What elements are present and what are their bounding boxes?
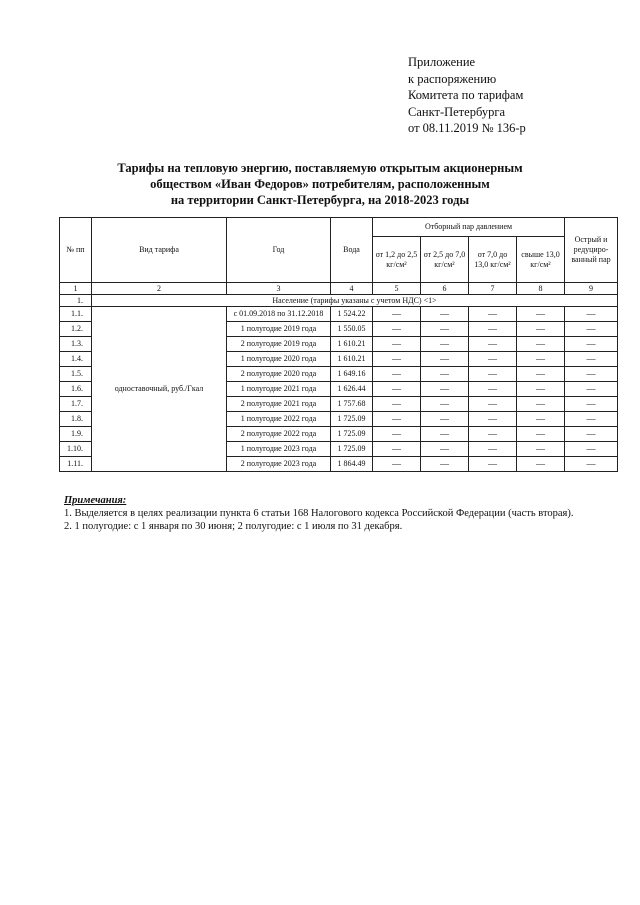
row-water-value: 1 864.49 [331, 457, 373, 472]
row-water-value: 1 757.68 [331, 397, 373, 412]
row-dash: — [421, 382, 469, 397]
row-dash: — [517, 367, 565, 382]
row-num: 1.7. [60, 397, 92, 412]
column-number: 2 [92, 283, 227, 295]
appendix-line: от 08.11.2019 № 136-р [408, 121, 526, 135]
title-line: Тарифы на тепловую энергию, поставляемую открытым акционерным [117, 161, 523, 175]
appendix-line: Санкт-Петербурга [408, 104, 506, 119]
row-num: 1.1. [60, 307, 92, 322]
header-steam-col: свыше 13,0 кг/см² [517, 237, 565, 283]
header-water: Вода [331, 218, 373, 283]
row-dash: — [421, 427, 469, 442]
row-num: 1.9. [60, 427, 92, 442]
row-dash: — [517, 427, 565, 442]
row-dash: — [469, 397, 517, 412]
header-steam-group: Отборный пар давлением [373, 218, 565, 237]
row-period: с 01.09.2018 по 31.12.2018 [227, 307, 331, 322]
row-dash: — [469, 457, 517, 472]
row-dash: — [565, 442, 618, 457]
notes-block [64, 494, 574, 533]
row-dash: — [565, 322, 618, 337]
row-dash: — [469, 337, 517, 352]
row-dash: — [517, 382, 565, 397]
column-number: 3 [227, 283, 331, 295]
row-dash: — [565, 307, 618, 322]
header-year: Год [227, 218, 331, 283]
row-dash: — [517, 307, 565, 322]
section-label: Население (тарифы указаны с учетом НДС) <1> [92, 295, 618, 307]
title-line: на территории Санкт-Петербурга, на 2018-2023 годы [170, 193, 470, 207]
row-dash: — [565, 352, 618, 367]
appendix-block [408, 54, 526, 137]
row-dash: — [469, 322, 517, 337]
header-steam-col: от 2,5 до 7,0 кг/см² [421, 237, 469, 283]
column-number: 9 [565, 283, 618, 295]
row-dash: — [517, 412, 565, 427]
note-item: 1. Выделяется в целях реализации пункта 6 статьи 168 Налогового кодекса Российской Федерации (часть вторая). [64, 508, 574, 519]
row-dash: — [421, 307, 469, 322]
tariff-type-cell: одноставочный, руб./Гкал [92, 307, 227, 472]
row-dash: — [421, 412, 469, 427]
row-dash: — [517, 442, 565, 457]
row-num: 1.8. [60, 412, 92, 427]
row-dash: — [469, 427, 517, 442]
row-dash: — [469, 352, 517, 367]
row-period: 2 полугодие 2021 года [227, 397, 331, 412]
row-water-value: 1 626.44 [331, 382, 373, 397]
row-dash: — [421, 457, 469, 472]
row-dash: — [517, 337, 565, 352]
row-dash: — [373, 442, 421, 457]
row-dash: — [421, 367, 469, 382]
section-num: 1. [60, 295, 92, 307]
note-item: 2. 1 полугодие: с 1 января по 30 июня; 2 полугодие: с 1 июля по 31 декабря. [64, 521, 403, 532]
row-dash: — [469, 307, 517, 322]
row-dash: — [565, 457, 618, 472]
row-water-value: 1 649.16 [331, 367, 373, 382]
header-tariff-type: Вид тарифа [92, 218, 227, 283]
row-dash: — [373, 397, 421, 412]
notes-title: Примечания: [64, 495, 127, 506]
row-dash: — [517, 322, 565, 337]
row-num: 1.5. [60, 367, 92, 382]
header-row-top [60, 218, 618, 237]
row-dash: — [469, 412, 517, 427]
row-dash: — [565, 382, 618, 397]
row-num: 1.6. [60, 382, 92, 397]
column-number: 1 [60, 283, 92, 295]
row-dash: — [421, 397, 469, 412]
header-sharp-steam: Острый и редуциро-ванный пар [565, 218, 618, 283]
document-title [60, 160, 580, 208]
row-period: 2 полугодие 2022 года [227, 427, 331, 442]
column-number: 5 [373, 283, 421, 295]
row-dash: — [373, 457, 421, 472]
row-dash: — [565, 412, 618, 427]
row-dash: — [421, 352, 469, 367]
row-dash: — [469, 382, 517, 397]
row-dash: — [373, 382, 421, 397]
row-water-value: 1 610.21 [331, 337, 373, 352]
row-dash: — [373, 322, 421, 337]
row-dash: — [565, 427, 618, 442]
row-period: 1 полугодие 2020 года [227, 352, 331, 367]
row-water-value: 1 725.09 [331, 442, 373, 457]
row-period: 2 полугодие 2023 года [227, 457, 331, 472]
row-num: 1.10. [60, 442, 92, 457]
row-num: 1.3. [60, 337, 92, 352]
column-number: 6 [421, 283, 469, 295]
data-rows [60, 307, 618, 472]
row-water-value: 1 550.05 [331, 322, 373, 337]
column-number-row [60, 283, 618, 295]
row-dash: — [565, 367, 618, 382]
row-dash: — [421, 442, 469, 457]
row-dash: — [469, 442, 517, 457]
row-period: 1 полугодие 2022 года [227, 412, 331, 427]
row-period: 1 полугодие 2021 года [227, 382, 331, 397]
table-row [60, 307, 618, 322]
row-period: 1 полугодие 2019 года [227, 322, 331, 337]
appendix-line: к распоряжению [408, 71, 497, 86]
row-dash: — [517, 457, 565, 472]
row-num: 1.2. [60, 322, 92, 337]
row-dash: — [373, 412, 421, 427]
header-num: № пп [60, 218, 92, 283]
row-period: 2 полугодие 2020 года [227, 367, 331, 382]
section-row [60, 295, 618, 307]
row-water-value: 1 725.09 [331, 427, 373, 442]
column-number: 4 [331, 283, 373, 295]
appendix-line: Приложение [408, 55, 476, 69]
row-period: 2 полугодие 2019 года [227, 337, 331, 352]
column-number: 7 [469, 283, 517, 295]
header-steam-col: от 1,2 до 2,5 кг/см² [373, 237, 421, 283]
row-dash: — [517, 397, 565, 412]
column-number: 8 [517, 283, 565, 295]
row-num: 1.11. [60, 457, 92, 472]
title-line: обществом «Иван Федоров» потребителям, расположенным [150, 177, 490, 191]
header-steam-col: от 7,0 до 13,0 кг/см² [469, 237, 517, 283]
row-dash: — [421, 322, 469, 337]
row-period: 1 полугодие 2023 года [227, 442, 331, 457]
row-water-value: 1 610.21 [331, 352, 373, 367]
row-dash: — [373, 367, 421, 382]
tariff-table [59, 217, 618, 472]
row-num: 1.4. [60, 352, 92, 367]
row-water-value: 1 725.09 [331, 412, 373, 427]
row-dash: — [373, 307, 421, 322]
row-dash: — [373, 352, 421, 367]
row-dash: — [565, 337, 618, 352]
row-water-value: 1 524.22 [331, 307, 373, 322]
row-dash: — [565, 397, 618, 412]
row-dash: — [373, 427, 421, 442]
row-dash: — [469, 367, 517, 382]
appendix-line: Комитета по тарифам [408, 88, 524, 102]
row-dash: — [421, 337, 469, 352]
row-dash: — [517, 352, 565, 367]
row-dash: — [373, 337, 421, 352]
